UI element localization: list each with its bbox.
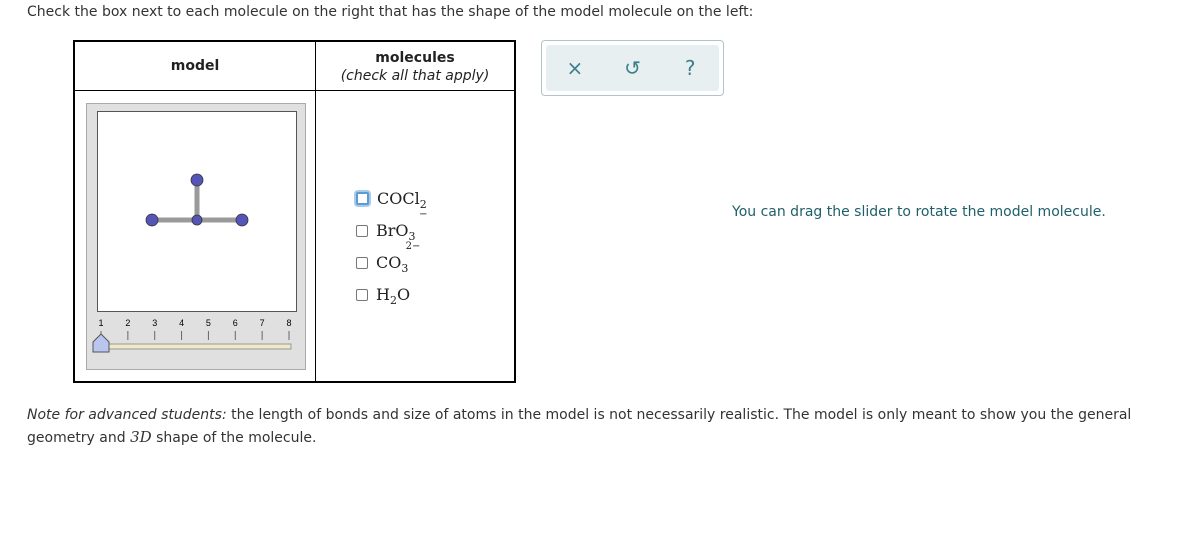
molecule-option[interactable] bbox=[356, 208, 428, 243]
molecule-formula bbox=[377, 189, 427, 211]
molecule-checkbox[interactable] bbox=[356, 192, 369, 205]
molecules-cell bbox=[316, 91, 516, 383]
answer-toolbar bbox=[541, 40, 724, 96]
slider-tick-label: 3 bbox=[152, 318, 158, 328]
slider-hint: You can drag the slider to rotate the model molecule. bbox=[732, 204, 1106, 220]
molecule-option[interactable] bbox=[356, 179, 427, 211]
formula-base: CO bbox=[376, 252, 402, 272]
molecules-title: molecules bbox=[375, 50, 455, 66]
slider-tick-label: 6 bbox=[232, 318, 238, 328]
molecule-viewer[interactable] bbox=[97, 111, 297, 312]
formula-base: BrO bbox=[376, 220, 409, 240]
help-icon[interactable]: ? bbox=[684, 56, 696, 80]
molecule-options bbox=[356, 179, 427, 307]
slider-tick-label: 4 bbox=[179, 318, 185, 328]
molecules-subtitle: (check all that apply) bbox=[340, 68, 490, 84]
slider-tick-label: 5 bbox=[205, 318, 211, 328]
atom-left bbox=[146, 214, 158, 226]
slider-track[interactable] bbox=[99, 344, 291, 349]
slider-tick-label: 7 bbox=[259, 318, 265, 328]
formula-subscript: 3 bbox=[401, 262, 409, 275]
molecule-checkbox[interactable] bbox=[356, 257, 368, 269]
instruction-text: Check the box next to each molecule on the right that has the shape of the model molecule on the left: bbox=[27, 4, 754, 20]
formula-subscript: 2 bbox=[389, 294, 397, 307]
slider-handle[interactable] bbox=[93, 334, 109, 352]
formula-base: H bbox=[376, 284, 390, 304]
slider-svg bbox=[87, 316, 305, 366]
molecule-checkbox[interactable] bbox=[356, 289, 368, 301]
note-text-1: the length of bonds and size of atoms in the model is not necessarily realistic. The model is only meant to show you the general geometry and bbox=[27, 407, 1132, 446]
note-lead: Note for advanced students: bbox=[27, 407, 227, 423]
formula-tail: O bbox=[396, 284, 411, 304]
molecule-checkbox[interactable] bbox=[356, 225, 368, 237]
slider-tick-label: 8 bbox=[286, 318, 292, 328]
model-cell bbox=[74, 91, 316, 383]
molecule-option[interactable] bbox=[356, 240, 427, 275]
slider-tick-label: 1 bbox=[98, 318, 104, 328]
note-math: 3D bbox=[130, 428, 152, 446]
model-header: model bbox=[74, 41, 316, 91]
molecule-formula bbox=[376, 240, 421, 275]
note-text-2: shape of the molecule. bbox=[151, 430, 317, 446]
atom-right bbox=[236, 214, 248, 226]
model-viewer-panel bbox=[86, 103, 306, 370]
atom-center bbox=[192, 215, 202, 225]
advanced-note bbox=[27, 404, 1167, 449]
rotation-slider[interactable] bbox=[87, 316, 305, 366]
molecule-formula bbox=[376, 285, 410, 307]
close-icon[interactable]: × bbox=[566, 56, 584, 80]
molecule-model-svg bbox=[98, 112, 296, 311]
question-table bbox=[73, 40, 516, 383]
molecules-header bbox=[316, 41, 516, 91]
atom-top bbox=[191, 174, 203, 186]
formula-charge: − bbox=[419, 208, 428, 220]
undo-icon[interactable]: ↺ bbox=[624, 56, 641, 80]
slider-tick-label: 2 bbox=[125, 318, 131, 328]
formula-base: COCl bbox=[377, 188, 420, 208]
formula-subscript: 2 bbox=[419, 198, 427, 211]
molecule-option[interactable] bbox=[356, 275, 427, 307]
molecule-formula bbox=[376, 208, 428, 243]
formula-subscript: 3 bbox=[408, 230, 416, 243]
formula-charge: 2− bbox=[405, 240, 421, 252]
